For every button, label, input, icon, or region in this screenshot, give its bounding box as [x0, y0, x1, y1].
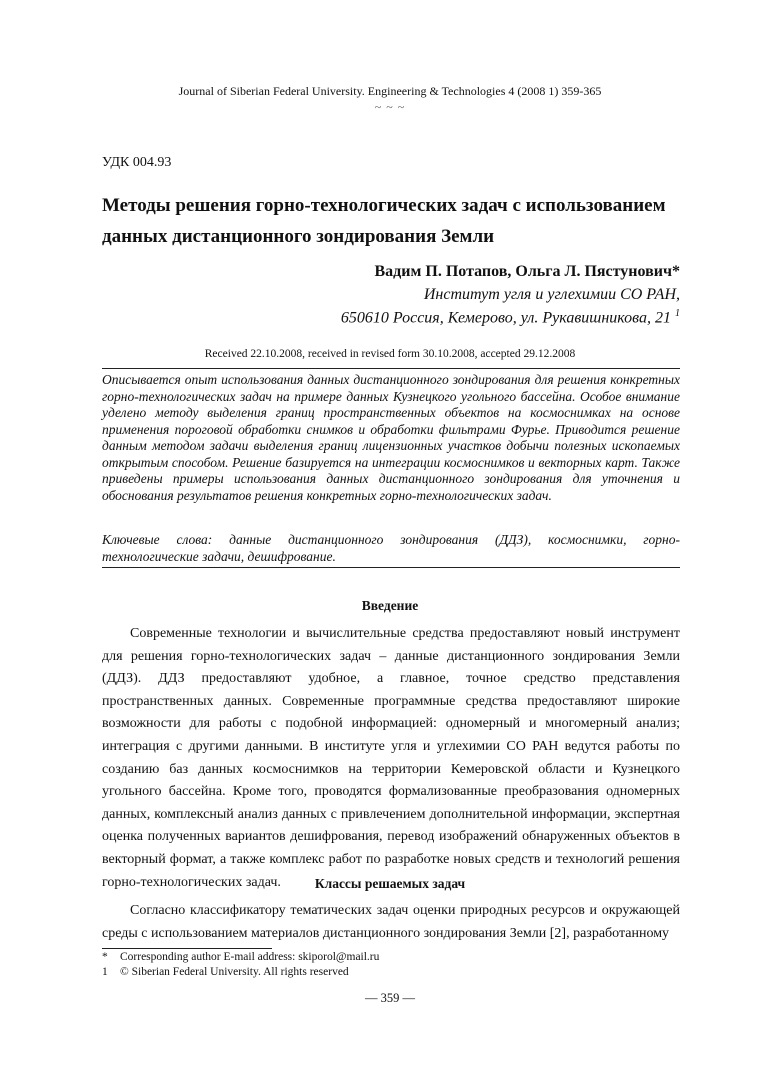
abstract-top-rule	[102, 368, 680, 369]
intro-paragraph: Современные технологии и вычислительные средства предоставляют новый инструмент для решения горно-технологических задач – данные дистанционного зондирования Земли (ДДЗ). ДДЗ предоставляют удобное, а главное, точное средство представления пространственных данных. Современные программные средства предоставляют широкие возможности для работы с подобной информацией: одномерный и многомерный анализ; интеграция с другими данными. В институте угля и углехимии СО РАН ведутся работы по созданию баз данных космоснимков на территории Кемеровской области и Кузнецкого угольного бассейна. Кроме того, проводятся формализованные преобразования одномерных данных, комплексный анализ данных с привлечением дополнительной информации, экспертная оценка полученных вариантов дешифрования, перевод изображений обнаруженных объектов в векторный формат, а также комплекс работ по разработке новых средств и технологий решения горно-технологических задач.	[102, 626, 680, 890]
section-heading-intro: Введение	[361, 598, 419, 613]
abstract-bottom-rule	[102, 567, 680, 568]
page-number: — 359 —	[365, 991, 415, 1005]
footnote-mark: *	[102, 951, 108, 963]
udk-code: УДК 004.93	[102, 155, 172, 170]
classes-paragraph: Согласно классификатору тематических задач оценки природных ресурсов и окружающей среды с использованием материалов дистанционного зондирования Земли [2], разработанному	[102, 903, 680, 941]
footnote-rule	[102, 948, 272, 949]
footnote-corresponding	[102, 951, 379, 963]
address-text: 650610 Россия, Кемерово, ул. Рукавишникова, 21	[340, 309, 671, 327]
authors: Вадим П. Потапов, Ольга Л. Пястунович*	[374, 263, 680, 280]
abstract: Описывается опыт использования данных дистанционного зондирования для решения конкретных горно-технологических задач на примере данных Кузнецкого угольного бассейна. Особое внимание уделено методу выделения границ пространственных объектов на космоснимках на основе применения пороговой обработки снимков и обработки фильтрами Фурье. Приводится решение данным методом задачи выделения границ лицензионных участков добычи полезных ископаемых открытым способом. Решение базируется на интеграции космоснимков и векторных карт. Также приведены примеры использования данных дистанционного зондирования для уточнения и обоснования результатов решения конкретных горно-технологических задач.	[102, 372, 680, 503]
keywords: Ключевые слова: данные дистанционного зондирования (ДДЗ), космоснимки, горно-технологические задачи, дешифрование.	[102, 532, 680, 564]
footnote-mark: 1	[102, 966, 108, 978]
affiliation-address	[341, 308, 680, 327]
footnote-text: Corresponding author E-mail address: skiporol@mail.ru	[120, 951, 380, 963]
paper-title: Методы решения горно-технологических задач с использованием данных дистанционного зондирования Земли	[102, 195, 666, 247]
journal-header: Journal of Siberian Federal University. Engineering & Technologies 4 (2008 1) 359-365	[178, 84, 602, 98]
received-dates: Received 22.10.2008, received in revised form 30.10.2008, accepted 29.12.2008	[204, 348, 576, 360]
section-heading-classes: Классы решаемых задач	[314, 876, 466, 891]
footnote-text: © Siberian Federal University. All rights reserved	[120, 966, 349, 978]
address-footnote-mark: 1	[675, 308, 680, 319]
header-ornament: ~ ~ ~	[374, 100, 406, 114]
footnote-copyright	[102, 966, 349, 978]
affiliation-institute: Институт угля и углехимии СО РАН,	[423, 286, 680, 303]
